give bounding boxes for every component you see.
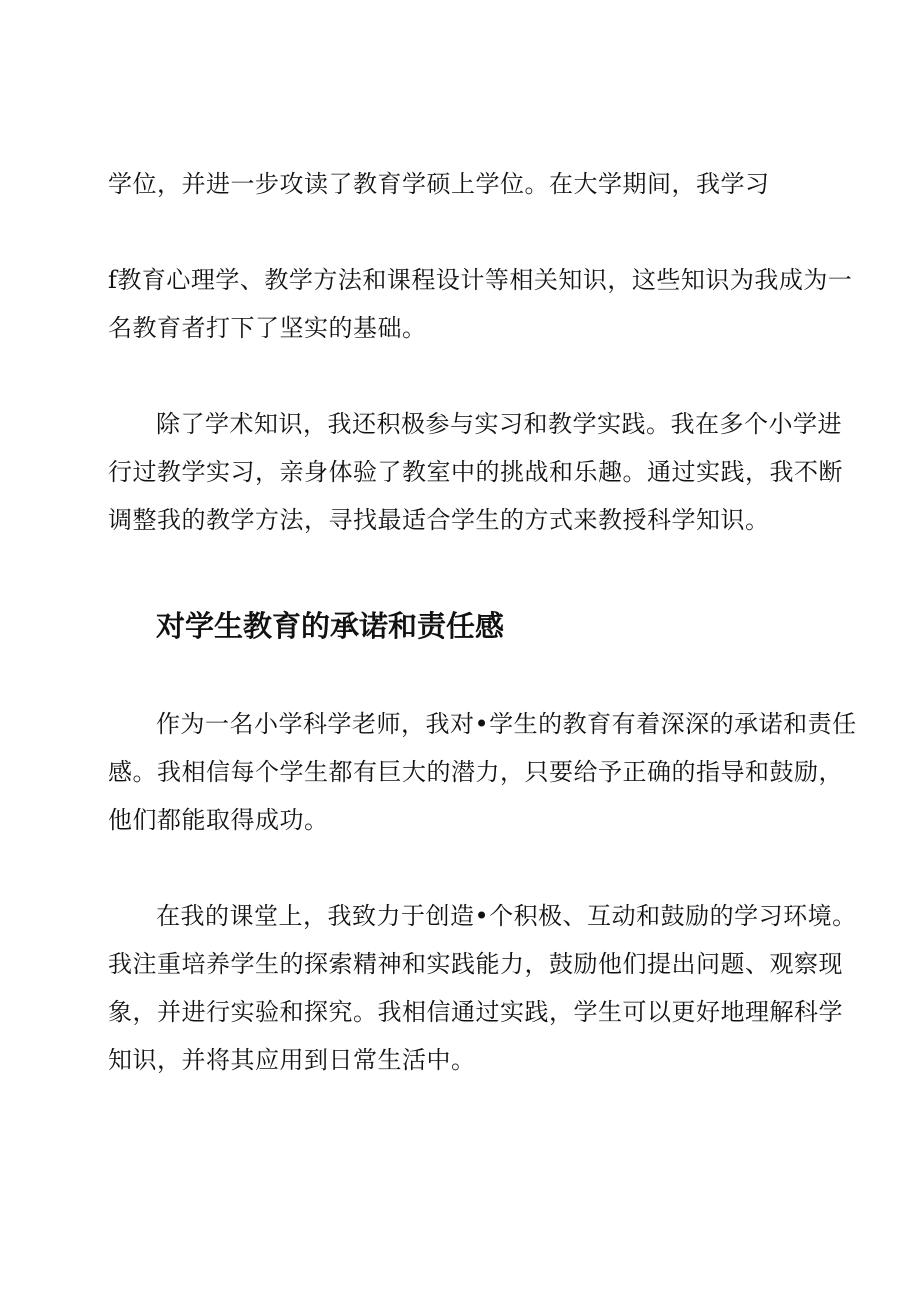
paragraph-line: 象，并进行实验和探究。我相信通过实践，学生可以更好地理解科学 bbox=[108, 998, 843, 1026]
paragraph-line: f教育心理学、教学方法和课程设计等相关知识，这些知识为我成为一 bbox=[108, 266, 853, 294]
paragraph-line: 行过教学实习，亲身体验了教室中的挑战和乐趣。通过实践，我不断 bbox=[108, 458, 843, 486]
paragraph-line: 他们都能取得成功。 bbox=[108, 806, 329, 834]
paragraph-line: 在我的课堂上，我致力于创造•个积极、互动和鼓励的学习环境。 bbox=[156, 902, 857, 930]
paragraph-line: 名教育者打下了坚实的基础。 bbox=[108, 314, 427, 342]
paragraph-line: 感。我相信每个学生都有巨大的潜力，只要给予正确的指导和鼓励， bbox=[108, 758, 843, 786]
paragraph-line: 调整我的教学方法，寻找最适合学生的方式来教授科学知识。 bbox=[108, 506, 770, 534]
section-heading: 对学生教育的承诺和责任感 bbox=[156, 609, 505, 643]
paragraph-line: 知识，并将其应用到日常生活中。 bbox=[108, 1046, 476, 1074]
paragraph-line: 除了学术知识，我还积极参与实习和教学实践。我在多个小学进 bbox=[156, 410, 842, 438]
paragraph-line: 我注重培养学生的探索精神和实践能力，鼓励他们提出问题、观察现 bbox=[108, 950, 843, 978]
paragraph-line: 作为一名小学科学老师，我对•学生的教育有着深深的承诺和责任 bbox=[156, 710, 857, 738]
paragraph-line: 学位，并进一步攻读了教育学硕上学位。在大学期间，我学习 bbox=[108, 170, 770, 198]
